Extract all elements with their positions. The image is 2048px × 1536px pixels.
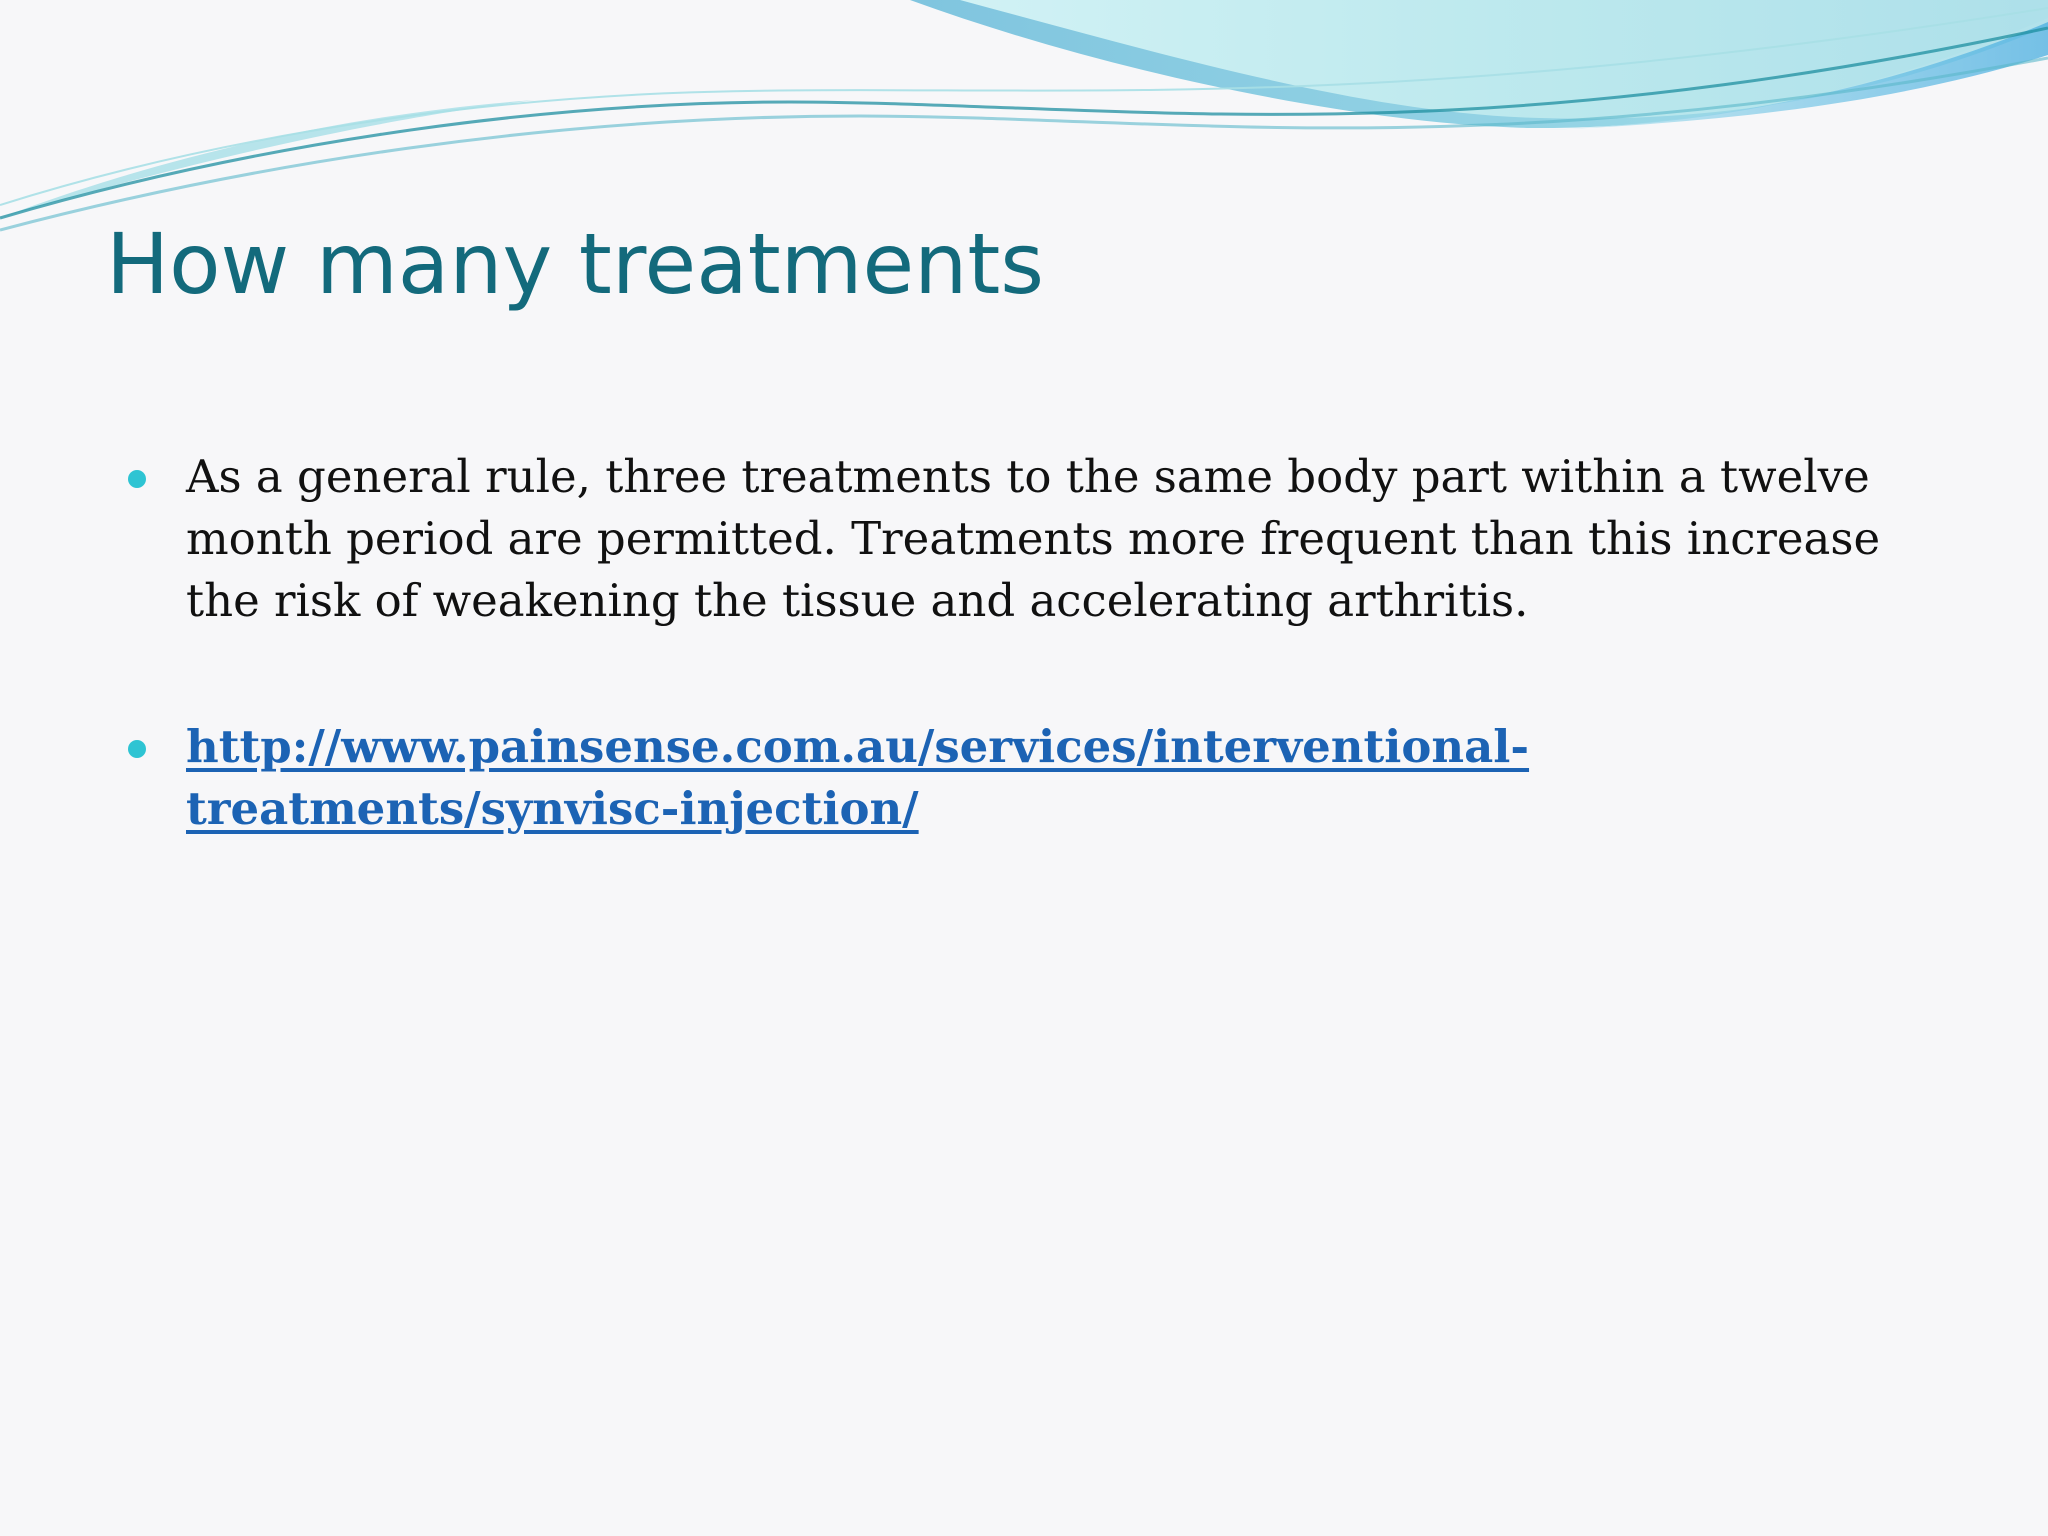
bullet-list [124, 446, 1924, 840]
bullet-dot-icon [128, 740, 146, 758]
decorative-wave-header [0, 0, 2048, 240]
slide-title: How many treatments [106, 215, 1045, 313]
bullet-text: As a general rule, three treatments to the same body part within a twelve month period are permitted. Treatments more frequent than this increase the risk of weakening the tissue and accelerating arthritis. [186, 450, 1881, 627]
source-link[interactable]: http://www.painsense.com.au/services/interventional-treatments/synvisc-injection/ [186, 720, 1530, 835]
bullet-item-treatment-rule [124, 446, 1924, 632]
bullet-item-source-link [124, 716, 1924, 840]
wave-left-fill [0, 0, 535, 218]
bullet-dot-icon [128, 470, 146, 488]
